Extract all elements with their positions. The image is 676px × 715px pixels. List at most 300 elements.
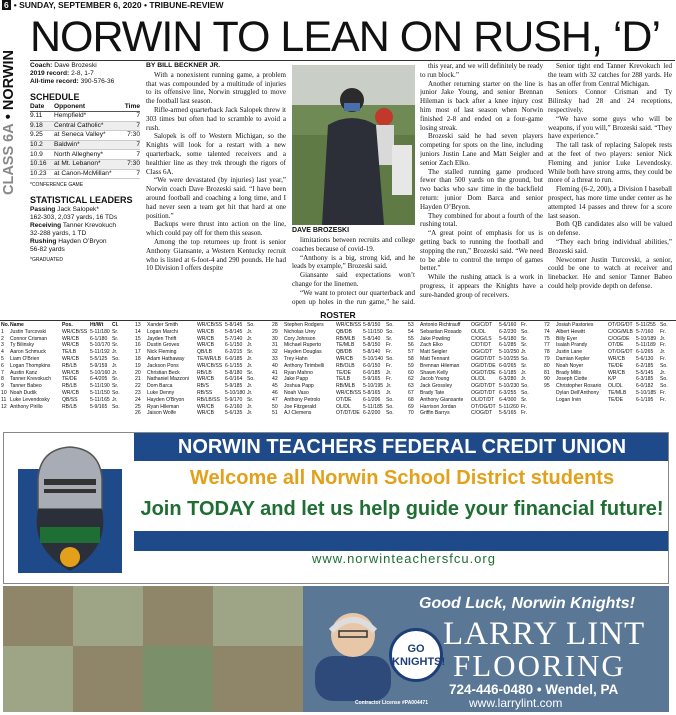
coach-photo xyxy=(292,65,415,225)
page-folio xyxy=(0,0,676,11)
roster-cell: So. xyxy=(247,376,255,383)
roster-cell: So. xyxy=(386,328,394,335)
roster-cell: 6-0/265 xyxy=(499,362,517,369)
roster-cell: So. xyxy=(247,322,255,328)
roster-cell: So. xyxy=(521,383,529,390)
roster-cell: WR/CB xyxy=(197,376,214,383)
roster-row xyxy=(544,329,671,336)
roster-cell: 90 xyxy=(544,376,550,383)
roster-row xyxy=(1,397,124,404)
leader-name: Hayden O’Bryon xyxy=(58,238,107,246)
roster-cell: OT/OG/DT xyxy=(471,403,496,410)
roster-cell: So. xyxy=(660,383,668,390)
roster-cell: 19 xyxy=(135,362,141,369)
roster-cell: Jr. xyxy=(112,349,118,356)
article-paragraph: Senior tight end Tanner Krevokuch led the team with 32 catches for 288 yards. He has an offer from Central Michigan. xyxy=(548,62,672,88)
team-info-sidebar xyxy=(30,62,140,302)
roster-cell: 5-10/170 xyxy=(90,342,111,349)
roster-cell: WR/CB/SS xyxy=(197,322,223,328)
section-side-label xyxy=(1,13,17,195)
ad2-license: Contractor License #PA004471 xyxy=(355,700,428,706)
roster-cell: OL/DL xyxy=(471,328,486,335)
roster-row xyxy=(408,376,532,383)
roster-cell: 5-5/125 xyxy=(90,355,108,362)
roster-cell: 30 xyxy=(272,335,278,342)
roster-cell: 68 xyxy=(408,396,414,403)
roster-cell: Anthony Tirimbelli xyxy=(284,362,325,369)
roster-cell: 56 xyxy=(408,342,414,349)
page-number: 6 xyxy=(4,0,9,10)
roster-cell: Cory Johnson xyxy=(284,335,316,342)
roster-cell: 5-10/189 xyxy=(636,335,657,342)
roster-cell: So. xyxy=(521,355,529,362)
roster-row xyxy=(135,370,259,377)
roster-cell: Nick Fleming xyxy=(147,349,177,356)
roster-cell: Justin Lane xyxy=(556,349,583,356)
roster-cell: OT/OG/DT xyxy=(608,322,633,328)
roster-cell: Noah Vaso xyxy=(284,389,309,396)
roster-cell: 6-4/205 xyxy=(90,376,108,383)
roster-cell: WR/CB xyxy=(336,355,353,362)
roster-cell: So. xyxy=(386,403,394,410)
conference-note: *CONFERENCE GAME xyxy=(30,182,84,189)
roster-cell: Nicholas Urey xyxy=(284,328,316,335)
roster-header-cell: Name xyxy=(10,322,24,328)
roster-cell: WR/CB/SS xyxy=(336,322,362,328)
roster-cell: 53 xyxy=(408,322,414,328)
roster-cell: 5-11/192 xyxy=(90,349,110,356)
roster-cell: 41 xyxy=(272,369,278,376)
roster-cell: Ty Bilinsky xyxy=(10,342,35,349)
schedule-cell-date: 10.2 xyxy=(30,141,43,149)
roster-cell: K/P xyxy=(608,376,617,383)
roster-cell: C/OG/DE xyxy=(608,335,630,342)
roster-cell: Jr. xyxy=(386,383,392,390)
roster-cell: 63 xyxy=(408,383,414,390)
schedule-cell-date: 10.9 xyxy=(30,150,43,158)
roster-row xyxy=(544,383,671,390)
article-paragraph: “We were devastated (by injuries) last year,” Norwin coach Dave Brozeski said. “I have been around football and coaching a long time, and I had never seen a team get hit that hard at one position.” xyxy=(146,176,286,220)
ad2-name-line2: FLOORING xyxy=(453,648,626,683)
roster-cell: Fr. xyxy=(660,328,666,335)
roster-cell: Shawn Kelly xyxy=(420,369,449,376)
roster-cell: So. xyxy=(660,322,668,328)
roster-row xyxy=(135,383,259,390)
roster-cell: 6-1/195 xyxy=(636,396,654,403)
roster-cell: RB/S xyxy=(197,383,209,390)
roster-cell: 5-10/255 xyxy=(499,355,520,362)
roster-cell: 6-1/180 xyxy=(90,335,108,342)
roster-cell: OG/DT/DE xyxy=(471,369,496,376)
roster-row xyxy=(408,356,532,363)
roster-row xyxy=(544,376,671,383)
roster-cell: OG/DT/DT xyxy=(471,355,496,362)
roster-cell: 6-2/230 xyxy=(499,328,517,335)
roster-row xyxy=(1,404,124,411)
roster-cell: 23 xyxy=(135,389,141,396)
roster-cell: Griffin Barrys xyxy=(420,410,450,417)
roster-cell: 50 xyxy=(272,403,278,410)
roster-cell: Jr. xyxy=(386,389,392,396)
roster-cell: 13 xyxy=(135,322,141,328)
roster-cell: 6-1/150 xyxy=(225,342,243,349)
roster-cell: Jr. xyxy=(247,389,253,396)
roster-row xyxy=(408,322,532,329)
roster-cell: Jr. xyxy=(660,369,666,376)
roster-cell: Fr. xyxy=(521,403,527,410)
roster-cell: 11 xyxy=(1,396,7,403)
roster-row xyxy=(544,397,671,404)
roster-cell: WR/CB xyxy=(197,403,214,410)
roster-column xyxy=(272,322,398,417)
roster-cell: AJ Clemens xyxy=(284,410,312,417)
roster-cell: 5-10/185 xyxy=(636,389,657,396)
roster-cell: OG/DT/DT xyxy=(471,389,496,396)
roster-cell: OT/OG/DT xyxy=(608,349,633,356)
roster-row xyxy=(408,342,532,349)
roster-cell: 9 xyxy=(1,383,4,390)
roster-cell: 29 xyxy=(272,328,278,335)
roster-row xyxy=(1,342,124,349)
roster-row xyxy=(135,404,259,411)
roster-row xyxy=(408,404,532,411)
roster-cell: QB/SS xyxy=(62,396,78,403)
roster-row xyxy=(272,397,398,404)
roster-cell: Ryan Mahno xyxy=(284,369,313,376)
roster-cell: So. xyxy=(660,362,668,369)
roster-cell: 24 xyxy=(135,396,141,403)
roster-cell: Antonio Richtrauff xyxy=(420,322,461,328)
roster-cell: Hayden Douglas xyxy=(284,349,322,356)
roster-cell: 17 xyxy=(135,349,141,356)
ad2-phone: 724-446-0480 • Wendel, PA xyxy=(449,682,619,697)
roster-cell: Aaron Schmuck xyxy=(10,349,46,356)
roster-cell: 5-8/165 xyxy=(363,389,381,396)
article-column-3 xyxy=(420,62,543,308)
credit-union-ad xyxy=(3,432,669,584)
ad2-tagline: Good Luck, Norwin Knights! xyxy=(419,595,635,612)
roster-cell: Dylan Dell'Anthony xyxy=(556,389,599,396)
roster-cell: Sr. xyxy=(112,335,119,342)
roster-cell: OT/DE xyxy=(336,396,352,403)
roster-cell: 5-8/145 xyxy=(225,322,243,328)
roster-cell: OT/DT/DE xyxy=(336,410,360,417)
roster-cell: OG/DT/DT xyxy=(471,383,496,390)
roster-cell: Austin Kanz xyxy=(10,369,38,376)
roster-cell: Joe Fitzgerald xyxy=(284,403,316,410)
roster-cell: Sr. xyxy=(521,335,528,342)
schedule-cell-opp: at Mt. Lebanon* xyxy=(54,160,101,168)
schedule-row xyxy=(30,150,140,160)
roster-cell: WR/CB xyxy=(62,342,79,349)
roster-cell: So. xyxy=(112,403,120,410)
roster-cell: Albert Hewitt xyxy=(556,328,585,335)
article-paragraph: With a nonexistent running game, a problem that was compounded by a multitude of injuries to its offensive line, Norwin struggled to move the football last season. xyxy=(146,70,286,106)
leader-entry xyxy=(30,222,140,238)
roster-cell: Jr. xyxy=(521,349,527,356)
roster-cell: Jr. xyxy=(660,335,666,342)
schedule-cell-time: 7 xyxy=(136,121,140,129)
record-value: 2-8, 1-7 xyxy=(71,70,94,77)
roster-cell: 21 xyxy=(135,376,141,383)
roster-row xyxy=(1,329,124,336)
roster-row xyxy=(272,322,398,329)
ad1-url[interactable]: www.norwinteachersfcu.org xyxy=(312,551,496,566)
schedule-cell-opp: North Allegheny* xyxy=(54,150,104,158)
roster-cell: C/DT/DT xyxy=(471,342,492,349)
roster-row xyxy=(408,336,532,343)
roster-cell: Christopher Rosario xyxy=(556,383,602,390)
roster-cell: WR/CB xyxy=(197,410,214,417)
leader-line: 56-82 yards xyxy=(30,246,65,254)
roster-cell: 72 xyxy=(544,322,550,328)
roster-cell: Jack Grossley xyxy=(420,383,452,390)
roster-cell: OL/DL xyxy=(471,376,486,383)
roster-cell: Brady Tate xyxy=(420,389,445,396)
roster-header-cell: Cl. xyxy=(112,322,119,328)
roster-cell: 5-11/165 xyxy=(90,396,110,403)
roster-cell: TE/DE xyxy=(608,396,624,403)
roster-cell: Jake Papp xyxy=(284,376,309,383)
roster-row xyxy=(544,322,671,329)
ad2-url[interactable]: www.larrylint.com xyxy=(469,696,563,710)
roster-cell: 46 xyxy=(272,389,278,396)
roster-cell: 57 xyxy=(408,349,414,356)
article-paragraph: While the rushing attack is a work in progress, it appears the Knights have a sure-handed group of receivers. xyxy=(420,273,543,299)
roster-cell: Tanner Babeo xyxy=(10,383,42,390)
article-paragraph: The stalled running game produced fewer than 500 yards on the ground, but two backs who saw time in the backfield return: junior Dom Barca and senior Hayden O’Bryon. xyxy=(420,167,543,211)
roster-row xyxy=(135,397,259,404)
roster-cell: Fr. xyxy=(660,355,666,362)
roster-cell: 5-11/150 xyxy=(90,389,110,396)
roster-cell: TE/WR/LB xyxy=(197,355,222,362)
roster-cell: Sr. xyxy=(112,328,119,335)
roster-cell: 5-9/159 xyxy=(90,362,108,369)
roster-cell: 32 xyxy=(272,349,278,356)
roster-cell: Tanner Krevokuch xyxy=(10,376,52,383)
roster-cell: 62 xyxy=(408,376,414,383)
roster-cell: Sr. xyxy=(247,396,254,403)
roster-cell: OL/DL xyxy=(608,383,623,390)
article-paragraph: “We want to protect our quarterback and open up holes in the run game,” he said. xyxy=(292,288,415,306)
folio-sep-1: • xyxy=(13,0,17,10)
roster-cell: 5-11/189 xyxy=(636,342,656,349)
schedule-cell-date: 9.18 xyxy=(30,121,43,129)
roster-row xyxy=(408,397,532,404)
roster-cell: 5-11/260 xyxy=(499,403,519,410)
roster-row xyxy=(272,404,398,411)
schedule-header-time: Time xyxy=(124,103,140,110)
roster-row xyxy=(135,390,259,397)
roster-cell: So. xyxy=(660,376,668,383)
roster-row xyxy=(1,349,124,356)
roster-cell: Billy Eyer xyxy=(556,335,578,342)
roster-cell: Matt Tennant xyxy=(420,355,450,362)
schedule-cell-date: 9.25 xyxy=(30,131,43,139)
roster-row xyxy=(272,370,398,377)
roster-title: ROSTER xyxy=(320,310,356,320)
roster-cell: WR/CB/SS xyxy=(62,328,88,335)
roster-cell: RB/SS xyxy=(197,389,213,396)
roster-cell: Fr. xyxy=(386,349,392,356)
roster-row xyxy=(272,383,398,390)
roster-cell: Jr. xyxy=(247,403,253,410)
alltime-label: All-time record: xyxy=(30,78,79,85)
schedule-cell-opp: Hempfield* xyxy=(54,112,87,120)
roster-cell: Josiah Pastories xyxy=(556,322,594,328)
roster-cell: Sr. xyxy=(112,383,119,390)
roster-cell: Fr. xyxy=(521,410,527,417)
article-column-1 xyxy=(146,62,286,308)
roster-cell: WR/CB xyxy=(197,342,214,349)
roster-cell: C/OG/DT xyxy=(471,410,493,417)
roster-cell: 5-6/130 xyxy=(636,355,654,362)
roster-cell: 5-11/185 xyxy=(363,403,383,410)
roster-cell: 6-4/300 xyxy=(499,396,517,403)
roster-cell: Christian Beck xyxy=(147,369,180,376)
roster-cell: 79 xyxy=(544,355,550,362)
roster-cell: Trey Hahn xyxy=(284,355,308,362)
roster-cell: 6-0/182 xyxy=(636,383,654,390)
roster-cell: Logan Marchi xyxy=(147,328,178,335)
article-paragraph: Among the top returnees up front is senior Anthony Giansante, a Western Kentucky recruit who is listed at 6-foot-4 and 290 pounds. He had 10 Division I offers despite xyxy=(146,237,286,273)
headline: NORWIN TO LEAN ON RUSH, ‘D’ xyxy=(30,14,661,60)
roster-row xyxy=(1,356,124,363)
leader-entry xyxy=(30,206,140,222)
roster-cell: Adam Hathaway xyxy=(147,355,185,362)
roster-cell: TE/LB xyxy=(62,349,77,356)
schedule-cell-time: 7:30 xyxy=(127,160,140,168)
roster-cell: 5-9/165 xyxy=(363,376,381,383)
roster-cell: 5-10/160 xyxy=(90,369,111,376)
roster-cell: 5-6/135 xyxy=(225,410,243,417)
article-paragraph: Rifle-armed quarterback Jack Salopek threw it 303 times but often had to scramble to avoid a rush. xyxy=(146,105,286,132)
roster-cell: 80 xyxy=(544,362,550,369)
roster-header-cell: Pos. xyxy=(62,322,73,328)
ad1-welcome: Welcome all Norwin School District students xyxy=(189,467,615,489)
roster-cell: OL/DT/DT xyxy=(471,396,495,403)
roster-cell: Nathaniel Mazzoni xyxy=(147,376,189,383)
roster-row xyxy=(135,342,259,349)
roster-cell: OG/DT/DE xyxy=(471,362,496,369)
roster-row xyxy=(135,336,259,343)
roster-cell: 5-11/180 xyxy=(90,328,110,335)
roster-cell: Sebastian Rosado xyxy=(420,328,462,335)
roster-cell: Anthony Petrolo xyxy=(284,396,321,403)
roster-cell: Sr. xyxy=(521,362,528,369)
roster-cell: Jr. xyxy=(247,355,253,362)
leader-line: 32-288 yards, 1 TD xyxy=(30,230,87,238)
roster-cell: RB/LB xyxy=(62,403,77,410)
roster-cell: Jr. xyxy=(386,369,392,376)
roster-cell: 6-2/185 xyxy=(636,362,654,369)
roster-cell: 5-8/180 xyxy=(225,369,243,376)
leader-label: Passing xyxy=(30,206,56,214)
roster-row xyxy=(408,370,532,377)
ad1-header: NORWIN TEACHERS FEDERAL CREDIT UNION xyxy=(134,433,669,461)
roster-cell: 2 xyxy=(1,335,4,342)
roster-cell: 5-6/180 xyxy=(499,335,517,342)
article-paragraph: Newcomer Justin Turcovski, a senior, could be one to watch at receiver and linebacker. He and senior Tanner Babeo could help provide depth on defense. xyxy=(548,255,672,290)
roster-cell: 5-10/230 xyxy=(499,383,520,390)
article-paragraph: Both QB candidates also will be valued on defense. xyxy=(548,220,672,238)
article-paragraph: this year, and we will definitely be ready to run block.” xyxy=(420,62,543,79)
roster-cell: 81 xyxy=(544,369,550,376)
side-dot: • xyxy=(1,114,17,120)
roster-cell: Hayden O'Bryon xyxy=(147,396,185,403)
leader-line: 162-303, 2,037 yards, 16 TDs xyxy=(30,214,118,222)
roster-cell: WR/CB xyxy=(197,328,214,335)
roster-row xyxy=(135,410,259,417)
roster-cell: 6-3/255 xyxy=(499,389,517,396)
roster-cell: Anthony Pirillo xyxy=(10,403,43,410)
roster-row xyxy=(135,363,259,370)
roster-cell: QB/LB xyxy=(197,349,213,356)
roster-cell: Harrison Jordan xyxy=(420,403,457,410)
roster-row xyxy=(1,383,124,390)
roster-cell: 5-6/160 xyxy=(499,322,517,328)
roster-cell: 40 xyxy=(272,362,278,369)
roster-cell: 5-5/145 xyxy=(636,369,654,376)
roster-row xyxy=(408,410,532,417)
roster-cell: Dom Barca xyxy=(147,383,173,390)
roster-cell: 6-2/200 xyxy=(363,410,381,417)
schedule-row xyxy=(30,170,140,180)
schedule-cell-date: 9.11 xyxy=(30,112,43,120)
roster-row xyxy=(1,376,124,383)
roster-cell: 55 xyxy=(408,335,414,342)
article-byline: BY BILL BECKNER JR. xyxy=(146,62,221,69)
roster-cell: RB/MLB xyxy=(336,383,355,390)
roster-cell: 5-9/165 xyxy=(90,403,108,410)
roster-row xyxy=(272,342,398,349)
roster-cell: 5-10/140 xyxy=(363,355,384,362)
roster-cell: Connor Crisman xyxy=(10,335,48,342)
roster-cell: 69 xyxy=(408,403,414,410)
roster-cell: Logan Irvin xyxy=(556,396,582,403)
roster-cell: 47 xyxy=(272,396,278,403)
roster-row xyxy=(408,349,532,356)
roster-cell: So. xyxy=(521,328,529,335)
roster-cell: C/OG/LS xyxy=(471,335,492,342)
roster-cell: 5-7/160 xyxy=(636,328,654,335)
roster-cell: 18 xyxy=(135,355,141,362)
roster-cell: 5-8/140 xyxy=(363,335,381,342)
article-paragraph: “We have some guys who will be weapons, if you will,” Brozeski said. “They have experience.” xyxy=(548,114,672,141)
roster-cell: 6-1/155 xyxy=(225,362,243,369)
roster-cell: 6-0/185 xyxy=(225,355,243,362)
roster-cell xyxy=(544,390,556,397)
roster-cell: Jake Powling xyxy=(420,335,451,342)
roster-row xyxy=(408,329,532,336)
roster-cell: TE/LB xyxy=(336,376,351,383)
roster-cell: Fr. xyxy=(660,396,666,403)
roster-cell: 26 xyxy=(135,410,141,417)
roster-cell: 60 xyxy=(408,369,414,376)
floor-tile-pattern xyxy=(3,586,303,712)
man-portrait-icon xyxy=(303,601,403,701)
roster-cell: 45 xyxy=(272,383,278,390)
roster-cell: Sr. xyxy=(247,349,254,356)
roster-cell: Fr. xyxy=(386,376,392,383)
roster-cell: Jr. xyxy=(247,410,253,417)
roster-row xyxy=(544,349,671,356)
roster-cell: Sr. xyxy=(386,335,393,342)
roster-cell: So. xyxy=(112,355,120,362)
roster-cell: Fr. xyxy=(660,342,666,349)
roster-cell: Xander Smith xyxy=(147,322,178,328)
roster-cell: 54 xyxy=(408,328,414,335)
